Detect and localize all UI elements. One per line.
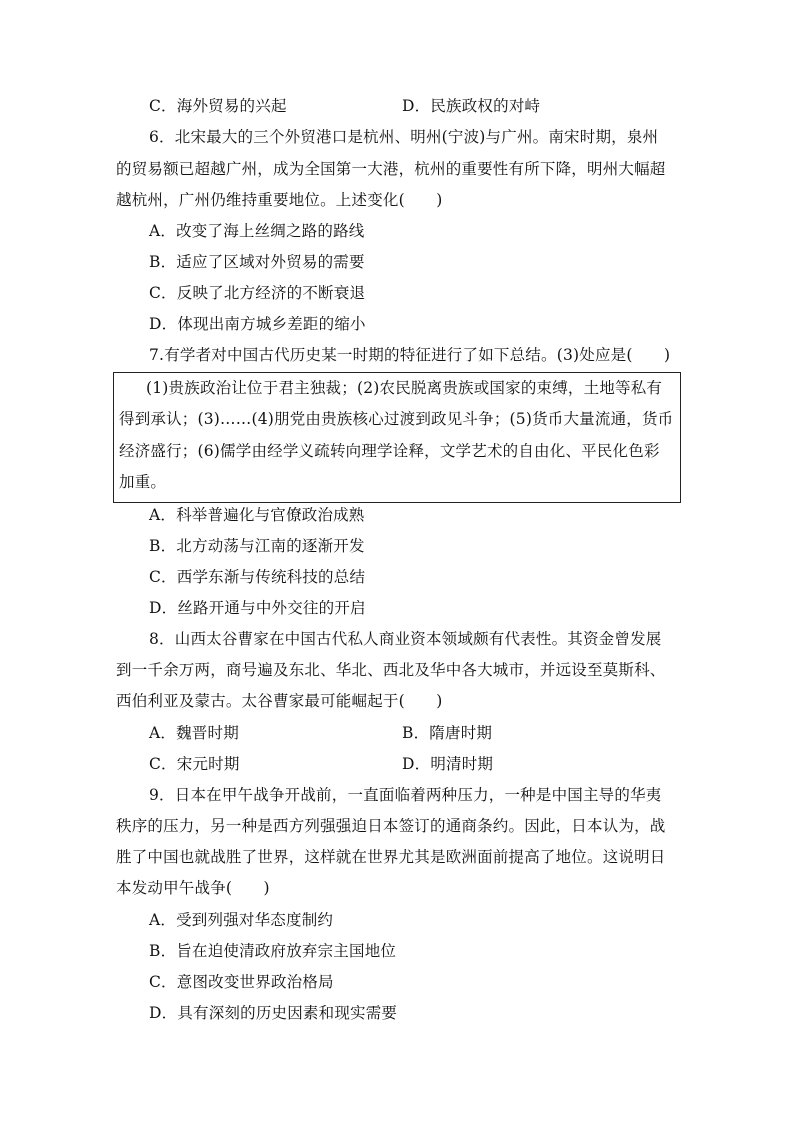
q9-option-d: D．具有深刻的历史因素和现实需要 (149, 1004, 398, 1022)
q7-box-line-1: (1)贵族政治让位于君主独裁；(2)农民脱离贵族或国家的束缚，土地等私有 (146, 379, 663, 397)
q6-option-b: B．适应了区域对外贸易的需要 (149, 253, 365, 271)
q9-stem-line-1: 9．日本在甲午战争开战前，一直面临着两种压力，一种是中国主导的华夷 (149, 786, 662, 804)
q8-option-b: B．隋唐时期 (402, 724, 493, 742)
q9-option-b: B．旨在迫使清政府放弃宗主国地位 (149, 942, 397, 960)
q5-option-c: C．海外贸易的兴起 (149, 97, 287, 115)
q8-stem-line-2: 到一千余万两，商号遍及东北、华北、西北及华中各大城市，并远设至莫斯科、 (116, 661, 666, 679)
q9-stem-line-4: 本发动甲午战争( ) (116, 879, 270, 897)
q6-stem-line-1: 6．北宋最大的三个外贸港口是杭州、明州(宁波)与广州。南宋时期，泉州 (149, 128, 659, 146)
q9-stem-line-2: 秩序的压力，另一种是西方列强强迫日本签订的通商条约。因此，日本认为，战 (116, 817, 666, 835)
q7-quote-box (113, 372, 681, 503)
q7-box-line-2: 得到承认；(3)……(4)朋党由贵族核心过渡到政见斗争；(5)货币大量流通，货币 (119, 410, 674, 428)
q5-option-d: D．民族政权的对峙 (402, 97, 541, 115)
q7-option-a: A．科举普遍化与官僚政治成熟 (149, 506, 365, 524)
q6-option-a: A．改变了海上丝绸之路的路线 (149, 222, 365, 240)
q8-option-c: C．宋元时期 (149, 755, 240, 773)
q7-box-line-4: 加重。 (119, 473, 167, 491)
q6-option-d: D．体现出南方城乡差距的缩小 (149, 315, 366, 333)
q7-stem: 7.有学者对中国古代历史某一时期的特征进行了如下总结。(3)处应是( ) (149, 346, 671, 364)
q8-stem-line-1: 8．山西太谷曹家在中国古代私人商业资本领域颇有代表性。其资金曾发展 (149, 630, 662, 648)
q7-option-d: D．丝路开通与中外交往的开启 (149, 599, 366, 617)
q6-stem-line-3: 越杭州，广州仍维持重要地位。上述变化( ) (116, 191, 443, 209)
q8-option-d: D．明清时期 (402, 755, 494, 773)
q9-option-c: C．意图改变世界政治格局 (149, 973, 334, 991)
q7-box-line-3: 经济盛行；(6)儒学由经学义疏转向理学诠释，文学艺术的自由化、平民化色彩 (119, 442, 660, 460)
q9-option-a: A．受到列强对华态度制约 (149, 911, 334, 929)
q6-option-c: C．反映了北方经济的不断衰退 (149, 284, 366, 302)
q6-stem-line-2: 的贸易额已超越广州，成为全国第一大港，杭州的重要性有所下降，明州大幅超 (116, 160, 666, 178)
q7-option-c: C．西学东渐与传统科技的总结 (149, 568, 366, 586)
q7-option-b: B．北方动荡与江南的逐渐开发 (149, 537, 365, 555)
q8-stem-line-3: 西伯利亚及蒙古。太谷曹家最可能崛起于( ) (116, 692, 443, 710)
q9-stem-line-3: 胜了中国也就战胜了世界，这样就在世界尤其是欧洲面前提高了地位。这说明日 (116, 848, 666, 866)
q8-option-a: A．魏晋时期 (149, 724, 239, 742)
